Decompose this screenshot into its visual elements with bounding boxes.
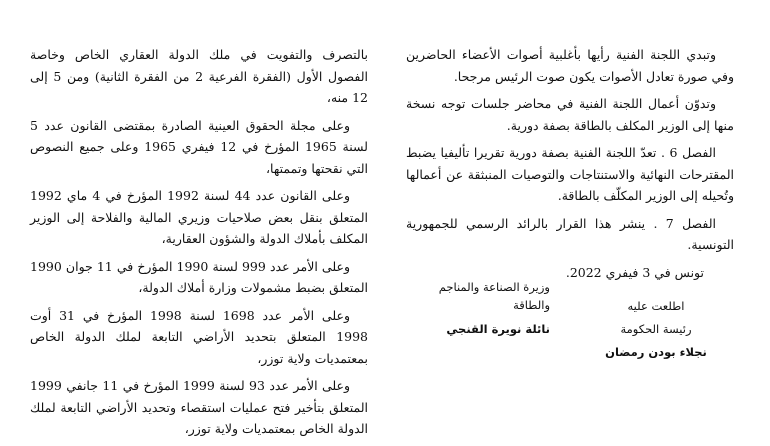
paragraph: الفصل 7 . ينشر هذا القرار بالرائد الرسمي للجمهورية التونسية.: [406, 215, 734, 252]
minister-name: نائلة نويرة القنجي: [446, 322, 550, 336]
seen-label: اطلعت عليه: [627, 299, 685, 313]
paragraph: وعلى الأمر عدد 1698 لسنة 1998 المؤرخ في 31 أوت 1998 المتعلق بتحديد الأراضي التابعة لملك الدولة الخاص بمعتمديات ولاية توزر،: [30, 307, 368, 366]
minister-title: وزيرة الصناعة والمناجم والطاقة: [438, 280, 550, 312]
paragraph: وعلى الأمر عدد 999 لسنة 1990 المؤرخ في 11 جوان 1990 المتعلق بضبط مشمولات وزارة أملاك الدولة،: [30, 258, 368, 295]
pm-name: نجلاء بودن رمضان: [605, 345, 707, 359]
right-column: [406, 44, 734, 289]
paragraph: الفصل 6 . تعدّ اللجنة الفنية بصفة دورية تقريرا تأليفيا يضبط المقترحات النهائية والاستنتاجات والتوصيات المنبثقة عن أعمالها وتُحيله إلى الوزير المكلّف بالطاقة.: [406, 145, 734, 203]
paragraph: وتدوّن أعمال اللجنة الفنية في محاضر جلسات توجه نسخة منها إلى الوزير المكلف بالطاقة بصفة دورية.: [406, 96, 734, 133]
paragraph: بالتصرف والتفويت في ملك الدولة العقاري الخاص وخاصة الفصول الأول (الفقرة الفرعية 2 من الفقرة الثانية) ومن 5 إلى 12 منه،: [30, 47, 368, 105]
pm-title: رئيسة الحكومة: [620, 322, 692, 336]
date-line: تونس في 3 فيفري 2022.: [565, 264, 704, 280]
minister-signature: [412, 278, 550, 338]
paragraph: وعلى القانون عدد 44 لسنة 1992 المؤرخ في 4 ماي 1992 المتعلق بنقل بعض صلاحيات وزيري المالية والفلاحة إلى الوزير المكلف بأملاك الدولة والشؤون العقارية،: [30, 188, 368, 246]
left-column: [30, 44, 368, 446]
paragraph: وتبدي اللجنة الفنية رأيها بأغلبية أصوات الأعضاء الحاضرين وفي صورة تعادل الأصوات يكون صوت الرئيس مرجحا.: [406, 47, 734, 84]
paragraph: وعلى مجلة الحقوق العينية الصادرة بمقتضى القانون عدد 5 لسنة 1965 المؤرخ في 12 فيفري 1965 وعلى جميع النصوص التي نقحتها وتممتها،: [30, 117, 368, 176]
paragraph: وعلى الأمر عدد 93 لسنة 1999 المؤرخ في 11 جانفي 1999 المتعلق بتأخير فتح عمليات استقصاء وتحديد الأراضي التابعة لملك الدولة الخاص بمعتمديات ولاية توزر،: [30, 378, 368, 436]
